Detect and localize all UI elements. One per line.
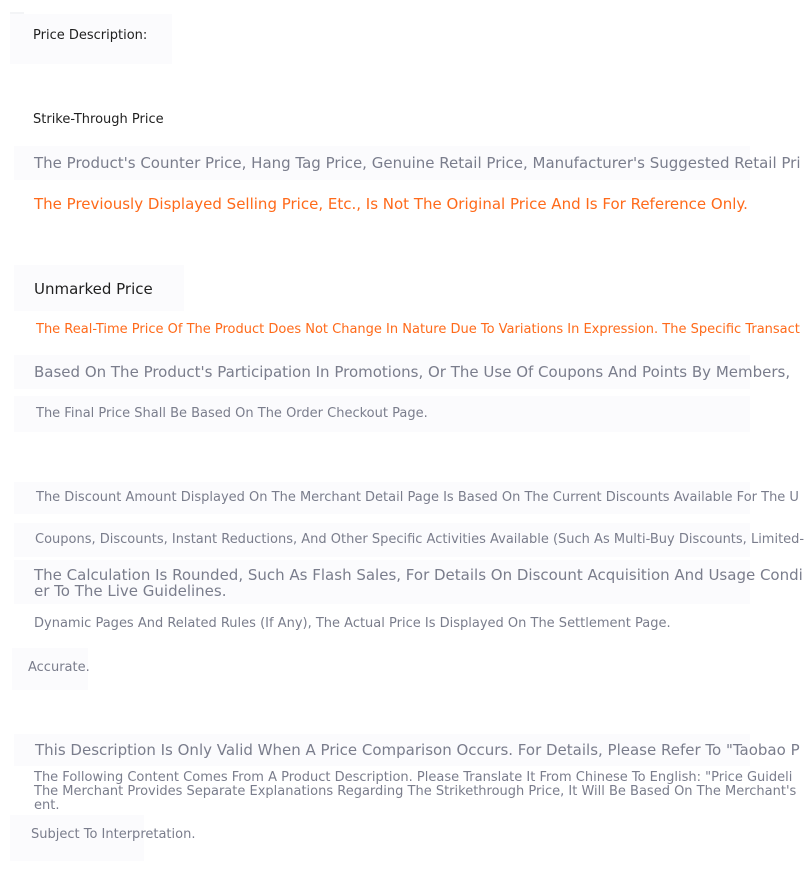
strike-through-line-2: The Previously Displayed Selling Price, Etc., Is Not The Original Price And Is For Reference Only. (34, 195, 748, 213)
footer-line-1: This Description Is Only Valid When A Price Comparison Occurs. For Details, Please Refer To "Taobao P (14, 734, 750, 766)
discount-line-3-part-2: er To The Live Guidelines. (34, 582, 227, 600)
discount-line-2: Coupons, Discounts, Instant Reductions, And Other Specific Activities Available (Such As Multi-Buy Discounts, Limited- (14, 523, 750, 557)
footer-line-3: Subject To Interpretation. (10, 815, 144, 861)
discount-line-3-part-1: The Calculation Is Rounded, Such As Flash Sales, For Details On Discount Acquisition And Usage Condi (34, 566, 803, 584)
footer-line-2 (34, 770, 797, 815)
strike-through-title: Strike-Through Price (33, 112, 164, 127)
discount-line-4: Dynamic Pages And Related Rules (If Any), The Actual Price Is Displayed On The Settlement Page. (34, 616, 671, 631)
footer-line-2-part-3: ent. (34, 798, 60, 813)
discount-line-5: Accurate. (12, 648, 88, 690)
discount-line-3 (14, 560, 803, 604)
footer-line-2-part-2: The Merchant Provides Separate Explanations Regarding The Strikethrough Price, It Will Be Based On The Merchant's (34, 784, 797, 799)
footer-line-2-part-1: The Following Content Comes From A Product Description. Please Translate It From Chinese To English: "Price Guideli (34, 770, 793, 785)
price-description-heading: Price Description: (10, 14, 172, 64)
strike-through-line-1: The Product's Counter Price, Hang Tag Price, Genuine Retail Price, Manufacturer's Suggested Retail Pri (14, 146, 750, 180)
unmarked-price-line-1: The Real-Time Price Of The Product Does Not Change In Nature Due To Variations In Expression. The Specific Transact (36, 322, 800, 337)
unmarked-price-line-3: The Final Price Shall Be Based On The Order Checkout Page. (14, 396, 750, 432)
unmarked-price-title: Unmarked Price (14, 265, 184, 311)
discount-line-1: The Discount Amount Displayed On The Merchant Detail Page Is Based On The Current Discounts Available For The U (14, 482, 750, 514)
unmarked-price-line-2: Based On The Product's Participation In Promotions, Or The Use Of Coupons And Points By Members, (14, 355, 750, 389)
